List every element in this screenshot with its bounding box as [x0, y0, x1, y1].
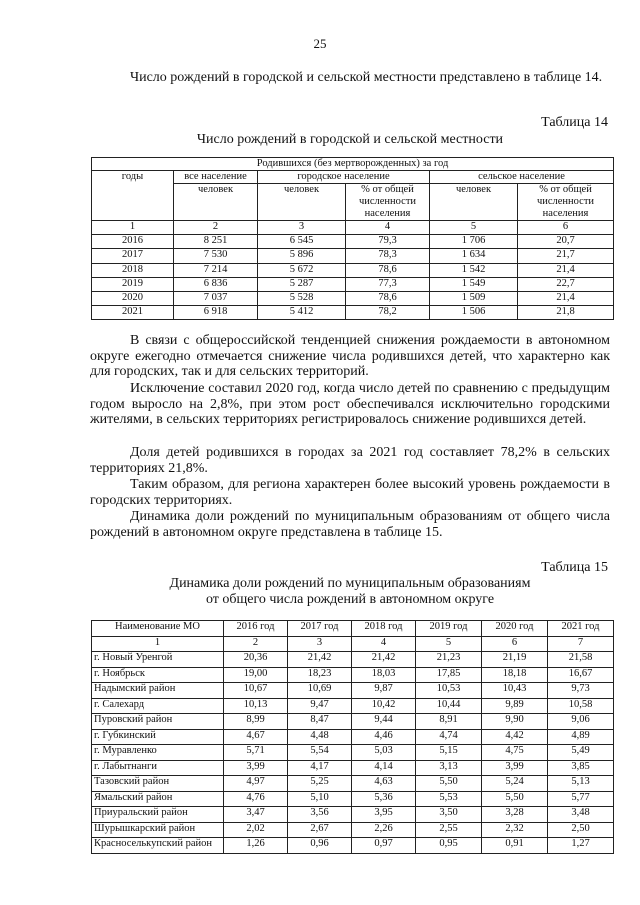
- table15-cell: 4,17: [288, 760, 352, 776]
- table14-cell: 1 549: [430, 277, 518, 291]
- table-row: [92, 760, 614, 776]
- table15-mo-name: Надымский район: [92, 683, 224, 699]
- table15-cell: 5,10: [288, 791, 352, 807]
- table15-cell: 4,63: [352, 776, 416, 792]
- table-row: [92, 291, 614, 305]
- table-row: [92, 698, 614, 714]
- table15-header: 2021 год: [548, 621, 614, 637]
- table15-cell: 17,85: [416, 667, 482, 683]
- paragraph-3: Доля детей родившихся в городах за 2021 год составляет 78,2% в сельских территориях 21,8%.: [90, 445, 610, 476]
- table15-mo-name: г. Новый Уренгой: [92, 652, 224, 668]
- table14-cell: 2017: [92, 249, 174, 263]
- table15-header: 2019 год: [416, 621, 482, 637]
- table15-cell: 2,50: [548, 822, 614, 838]
- table15-cell: 3,99: [482, 760, 548, 776]
- table15-cell: 4,14: [352, 760, 416, 776]
- table15-cell: 4,67: [224, 729, 288, 745]
- table15-col-number: 7: [548, 636, 614, 652]
- table15-mo-name: г. Лабытнанги: [92, 760, 224, 776]
- table-row: [92, 791, 614, 807]
- table15-cell: 4,42: [482, 729, 548, 745]
- table15-cell: 21,42: [352, 652, 416, 668]
- table15-cell: 10,53: [416, 683, 482, 699]
- table-row: [92, 683, 614, 699]
- table15-cell: 5,36: [352, 791, 416, 807]
- table14-cell: 2020: [92, 291, 174, 305]
- table15-cell: 4,48: [288, 729, 352, 745]
- table15-number-row: [92, 636, 614, 652]
- table15-cell: 3,50: [416, 807, 482, 823]
- table15-cell: 5,24: [482, 776, 548, 792]
- table14-pct-urban: % от общей численности населения: [346, 184, 430, 221]
- table15-header: Наименование МО: [92, 621, 224, 637]
- table14-col-rural: сельское население: [430, 171, 614, 184]
- table15-cell: 21,42: [288, 652, 352, 668]
- paragraph-2: Исключение составил 2020 год, когда число детей по сравнению с предыдущим годом выросло на 2,8%, при этом рост обеспечивался исключительно городскими жителями, в сельских территориях регистрировалось снижение родившихся детей.: [90, 381, 610, 428]
- table14-cell: 1 542: [430, 263, 518, 277]
- table14-cell: 21,4: [518, 263, 614, 277]
- table15-cell: 5,25: [288, 776, 352, 792]
- table14-col-years: годы: [92, 171, 174, 221]
- table15-cell: 5,71: [224, 745, 288, 761]
- page-number: 25: [313, 36, 327, 51]
- table14-cell: 1 706: [430, 235, 518, 249]
- table15-cell: 5,49: [548, 745, 614, 761]
- table14-cell: 5 896: [258, 249, 346, 263]
- paragraph-4: Таким образом, для региона характерен более высокий уровень рождаемости в городских территориях.: [90, 477, 610, 508]
- table15-mo-name: г. Салехард: [92, 698, 224, 714]
- table15-mo-name: Тазовский район: [92, 776, 224, 792]
- table15-cell: 3,28: [482, 807, 548, 823]
- table15-cell: 4,46: [352, 729, 416, 745]
- table15-cell: 5,15: [416, 745, 482, 761]
- table15-cell: 5,53: [416, 791, 482, 807]
- table15-header: 2017 год: [288, 621, 352, 637]
- table15-col-number: 3: [288, 636, 352, 652]
- table15-col-number: 1: [92, 636, 224, 652]
- table15-cell: 10,43: [482, 683, 548, 699]
- table15-cell: 2,55: [416, 822, 482, 838]
- table14-col-number: 1: [92, 221, 174, 235]
- table15-cell: 9,87: [352, 683, 416, 699]
- table15-col-number: 2: [224, 636, 288, 652]
- table15-col-number: 6: [482, 636, 548, 652]
- table-row: [92, 822, 614, 838]
- table15-cell: 10,58: [548, 698, 614, 714]
- table15-cell: 10,44: [416, 698, 482, 714]
- births-table: [91, 157, 614, 320]
- table15-cell: 1,26: [224, 838, 288, 854]
- table15-cell: 21,58: [548, 652, 614, 668]
- table14-cell: 2021: [92, 306, 174, 320]
- paragraph-5: Динамика доли рождений по муниципальным образованиям от общего числа рождений в автономном округе представлена в таблице 15.: [90, 509, 610, 540]
- table14-cell: 1 506: [430, 306, 518, 320]
- table15-cell: 0,97: [352, 838, 416, 854]
- table15-cell: 21,23: [416, 652, 482, 668]
- table14-col-number: 4: [346, 221, 430, 235]
- table15-cell: 5,50: [482, 791, 548, 807]
- table15-body: [92, 621, 614, 854]
- table15-cell: 1,27: [548, 838, 614, 854]
- table15-cell: 4,76: [224, 791, 288, 807]
- table15-header-row: [92, 621, 614, 637]
- table14-body: [92, 221, 614, 320]
- table14-cell: 21,8: [518, 306, 614, 320]
- table14-cell: 5 528: [258, 291, 346, 305]
- table15-cell: 8,99: [224, 714, 288, 730]
- table14-col-number: 3: [258, 221, 346, 235]
- table-row: [92, 652, 614, 668]
- table14-cell: 7 037: [174, 291, 258, 305]
- table14-cell: 78,6: [346, 291, 430, 305]
- table14-cell: 2016: [92, 235, 174, 249]
- table15-cell: 9,44: [352, 714, 416, 730]
- table-row: [92, 729, 614, 745]
- table15-caption: Таблица 15: [541, 560, 608, 575]
- table15-cell: 3,95: [352, 807, 416, 823]
- table14-col-number: 5: [430, 221, 518, 235]
- table15-cell: 2,32: [482, 822, 548, 838]
- table15-cell: 10,13: [224, 698, 288, 714]
- table15-cell: 20,36: [224, 652, 288, 668]
- table-row: [92, 263, 614, 277]
- table15-cell: 18,03: [352, 667, 416, 683]
- table15-cell: 10,69: [288, 683, 352, 699]
- table14-cell: 77,3: [346, 277, 430, 291]
- table15-mo-name: Пуровский район: [92, 714, 224, 730]
- table14-cell: 78,6: [346, 263, 430, 277]
- table15-cell: 5,50: [416, 776, 482, 792]
- table-row: [92, 714, 614, 730]
- table15-cell: 5,13: [548, 776, 614, 792]
- table14-cell: 7 530: [174, 249, 258, 263]
- table14-col-number: 6: [518, 221, 614, 235]
- table15-cell: 3,48: [548, 807, 614, 823]
- table-row: [92, 807, 614, 823]
- table14-cell: 2018: [92, 263, 174, 277]
- table14-cell: 20,7: [518, 235, 614, 249]
- table14-unit-rural: человек: [430, 184, 518, 221]
- table14-cell: 79,3: [346, 235, 430, 249]
- table15-cell: 9,89: [482, 698, 548, 714]
- table15-cell: 4,97: [224, 776, 288, 792]
- table14-cell: 21,7: [518, 249, 614, 263]
- table-row: [92, 235, 614, 249]
- table15-cell: 3,99: [224, 760, 288, 776]
- table-row: [92, 667, 614, 683]
- table15-cell: 3,85: [548, 760, 614, 776]
- table15-cell: 4,75: [482, 745, 548, 761]
- table15-cell: 8,47: [288, 714, 352, 730]
- table14-unit-urban: человек: [258, 184, 346, 221]
- table14-header-top: Родившихся (без мертворожденных) за год: [92, 158, 614, 171]
- table14-caption: Таблица 14: [541, 115, 608, 130]
- table14-cell: 7 214: [174, 263, 258, 277]
- table14-cell: 5 672: [258, 263, 346, 277]
- birth-share-table: [91, 620, 614, 854]
- table14-title: Число рождений в городской и сельской местности: [196, 132, 504, 147]
- table15-cell: 3,47: [224, 807, 288, 823]
- table14-col-urban: городское население: [258, 171, 430, 184]
- table-row: [92, 306, 614, 320]
- table-row: [92, 776, 614, 792]
- table15-cell: 5,54: [288, 745, 352, 761]
- table15-cell: 5,03: [352, 745, 416, 761]
- table15-cell: 9,90: [482, 714, 548, 730]
- table14-col-all: все население: [174, 171, 258, 184]
- table15-cell: 9,06: [548, 714, 614, 730]
- table15-cell: 3,13: [416, 760, 482, 776]
- table14-cell: 2019: [92, 277, 174, 291]
- table15-header: 2020 год: [482, 621, 548, 637]
- table15-cell: 9,47: [288, 698, 352, 714]
- table15-col-number: 4: [352, 636, 416, 652]
- table15-mo-name: Шурышкарский район: [92, 822, 224, 838]
- table15-mo-name: Красноселькупский район: [92, 838, 224, 854]
- table15-cell: 4,89: [548, 729, 614, 745]
- table15-title-line1: Динамика доли рождений по муниципальным образованиям: [169, 576, 531, 591]
- table15-cell: 2,26: [352, 822, 416, 838]
- table14-pct-rural: % от общей численности населения: [518, 184, 614, 221]
- table15-cell: 4,74: [416, 729, 482, 745]
- table14-cell: 6 918: [174, 306, 258, 320]
- table15-col-number: 5: [416, 636, 482, 652]
- table15-cell: 10,42: [352, 698, 416, 714]
- table15-cell: 0,91: [482, 838, 548, 854]
- table14-cell: 22,7: [518, 277, 614, 291]
- table-row: [92, 277, 614, 291]
- table15-cell: 5,77: [548, 791, 614, 807]
- table14-cell: 1 509: [430, 291, 518, 305]
- table15-header: 2016 год: [224, 621, 288, 637]
- table15-cell: 18,18: [482, 667, 548, 683]
- table15-mo-name: г. Губкинский: [92, 729, 224, 745]
- table15-cell: 9,73: [548, 683, 614, 699]
- table15-mo-name: Ямальский район: [92, 791, 224, 807]
- table14-unit-all: человек: [174, 184, 258, 221]
- table14-cell: 1 634: [430, 249, 518, 263]
- table15-cell: 3,56: [288, 807, 352, 823]
- table15-mo-name: Приуральский район: [92, 807, 224, 823]
- table15-title-line2: от общего числа рождений в автономном округе: [205, 592, 495, 607]
- table-row: [92, 249, 614, 263]
- table14-cell: 78,2: [346, 306, 430, 320]
- table14-cell: 8 251: [174, 235, 258, 249]
- table15-cell: 19,00: [224, 667, 288, 683]
- table15-mo-name: г. Ноябрьск: [92, 667, 224, 683]
- table15-cell: 0,96: [288, 838, 352, 854]
- table-row: [92, 745, 614, 761]
- table15-cell: 18,23: [288, 667, 352, 683]
- table15-mo-name: г. Муравленко: [92, 745, 224, 761]
- table14-cell: 78,3: [346, 249, 430, 263]
- intro-paragraph: Число рождений в городской и сельской местности представлено в таблице 14.: [130, 70, 603, 85]
- table15-header: 2018 год: [352, 621, 416, 637]
- table15-cell: 0,95: [416, 838, 482, 854]
- table14-cell: 6 836: [174, 277, 258, 291]
- table14-number-row: [92, 221, 614, 235]
- table15-cell: 8,91: [416, 714, 482, 730]
- table14-cell: 21,4: [518, 291, 614, 305]
- table14-cell: 5 412: [258, 306, 346, 320]
- table-row: [92, 838, 614, 854]
- table14-cell: 6 545: [258, 235, 346, 249]
- paragraph-1: В связи с общероссийской тенденцией снижения рождаемости в автономном округе ежегодно отмечается снижение числа родившихся детей, что характерно как для городских, так и для сельских территорий.: [90, 333, 610, 380]
- table15-cell: 2,67: [288, 822, 352, 838]
- table15-cell: 16,67: [548, 667, 614, 683]
- table14-cell: 5 287: [258, 277, 346, 291]
- table15-cell: 21,19: [482, 652, 548, 668]
- table14-col-number: 2: [174, 221, 258, 235]
- table15-cell: 2,02: [224, 822, 288, 838]
- table15-cell: 10,67: [224, 683, 288, 699]
